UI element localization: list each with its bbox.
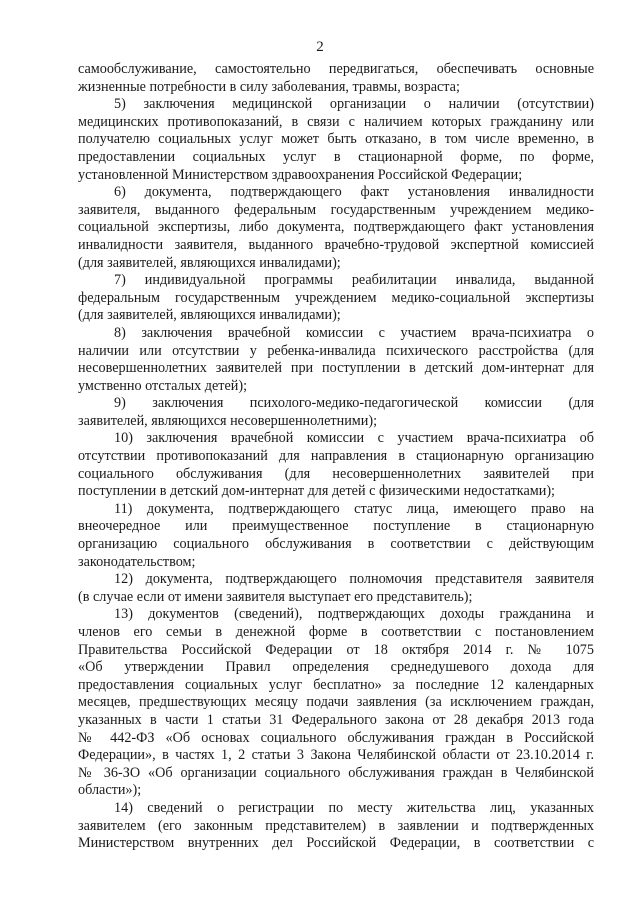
- paragraph-line: 6) документа, подтверждающего факт установления инвалидности: [114, 184, 594, 201]
- paragraph-line: внеочередное или преимущественное поступление в стационарную: [78, 518, 594, 535]
- paragraph: [78, 184, 594, 272]
- paragraph: [78, 501, 594, 571]
- paragraph-line: отсутствии противопоказаний для направления в стационарную организацию: [78, 448, 594, 465]
- paragraph-line: федеральным государственным учреждением медико-социальной экспертизы: [78, 289, 594, 306]
- paragraph-line: организацию социального обслуживания в соответствии с действующим: [78, 536, 594, 553]
- paragraph-line: месяцев, предшествующих месяцу подачи заявления (за исключением граждан,: [78, 694, 594, 711]
- paragraph-line: поступлении в детский дом-интернат для детей с физическими недостатками);: [78, 483, 555, 500]
- paragraph-line: предоставления социальных услуг бесплатно» за последние 12 календарных: [78, 676, 594, 693]
- paragraph-line: Федерации», в частях 1, 2 статьи 3 Закона Челябинской области от 23.10.2014 г.: [78, 747, 594, 764]
- paragraph: [78, 96, 594, 184]
- paragraph-line: Министерством внутренних дел Российской Федерации, в соответствии с: [78, 835, 594, 852]
- paragraph-line: социальной экспертизы, либо документа, подтверждающего факт установления: [78, 219, 594, 236]
- paragraph-line: «Об утверждении Правил определения среднедушевого дохода для: [78, 659, 594, 676]
- paragraph-line: жизненные потребности в силу заболевания, травмы, возраста;: [78, 78, 460, 95]
- paragraph-line: инвалидности заявителя, выданного врачебно-трудовой экспертной комиссией: [78, 236, 594, 253]
- paragraph-line: заявителя, выданного федеральным государственным учреждением медико-: [78, 201, 594, 218]
- paragraph: [78, 395, 594, 430]
- paragraph-line: 14) сведений о регистрации по месту жительства лиц, указанных: [114, 799, 594, 816]
- paragraph-line: получателю социальных услуг может быть отказано, в том числе временно, в: [78, 131, 594, 148]
- paragraph-line: № 442-ФЗ «Об основах социального обслуживания граждан в Российской: [78, 729, 594, 746]
- paragraph-line: заявителем (его законным представителем) в заявлении и подтвержденных: [78, 817, 594, 834]
- paragraph-line: № 36-ЗО «Об организации социального обслуживания граждан в Челябинской: [78, 764, 594, 781]
- paragraph-line: 12) документа, подтверждающего полномочия представителя заявителя: [114, 571, 594, 588]
- document-body: [78, 61, 594, 853]
- paragraph-line: социального обслуживания (для несовершеннолетних заявителей при: [78, 465, 594, 482]
- paragraph: [78, 571, 594, 606]
- paragraph-line: заявителей, являющихся несовершеннолетними);: [78, 412, 378, 429]
- page-number: 2: [316, 39, 324, 55]
- paragraph-line: законодательством;: [78, 553, 196, 570]
- paragraph: [78, 800, 594, 853]
- paragraph: [78, 272, 594, 325]
- paragraph-line: Правительства Российской Федерации от 18 октября 2014 г. № 1075: [78, 641, 594, 658]
- paragraph-line: 8) заключения врачебной комиссии с участием врача-психиатра о: [114, 324, 594, 341]
- paragraph-line: предоставлении социальных услуг в стационарной форме, по форме,: [78, 148, 594, 165]
- paragraph: [78, 606, 594, 800]
- paragraph: [78, 430, 594, 500]
- paragraph-line: (для заявителей, являющихся инвалидами);: [78, 254, 341, 271]
- paragraph-line: установленной Министерством здравоохранения Российской Федерации;: [78, 166, 523, 183]
- paragraph-line: 11) документа, подтверждающего статус лица, имеющего право на: [114, 500, 594, 517]
- paragraph-line: наличии или отсутствии у ребенка-инвалида психического расстройства (для: [78, 342, 594, 359]
- paragraph-line: несовершеннолетних заявителей при поступлении в детский дом-интернат для: [78, 360, 594, 377]
- paragraph-line: (для заявителей, являющихся инвалидами);: [78, 307, 341, 324]
- paragraph-line: области»);: [78, 782, 142, 799]
- paragraph-line: указанных в части 1 статьи 31 Федерального закона от 28 декабря 2013 года: [78, 711, 594, 728]
- paragraph-line: умственно отсталых детей);: [78, 377, 248, 394]
- paragraph-line: 10) заключения врачебной комиссии с участием врача-психиатра об: [114, 430, 594, 447]
- paragraph: [78, 325, 594, 395]
- paragraph-line: (в случае если от имени заявителя выступает его представитель);: [78, 588, 473, 605]
- paragraph-line: членов его семьи в денежной форме в соответствии с постановлением: [78, 624, 594, 640]
- paragraph-line: 7) индивидуальной программы реабилитации инвалида, выданной: [114, 272, 594, 289]
- paragraph-line: 13) документов (сведений), подтверждающих доходы гражданина и: [114, 606, 594, 623]
- paragraph-line: медицинских противопоказаний, в связи с наличием которых гражданину или: [78, 113, 594, 130]
- paragraph-line: самообслуживание, самостоятельно передвигаться, обеспечивать основные: [78, 61, 594, 77]
- paragraph-line: 9) заключения психолого-медико-педагогической комиссии (для: [114, 395, 594, 412]
- paragraph-line: 5) заключения медицинской организации о наличии (отсутствии): [114, 96, 594, 113]
- paragraph: [78, 61, 594, 96]
